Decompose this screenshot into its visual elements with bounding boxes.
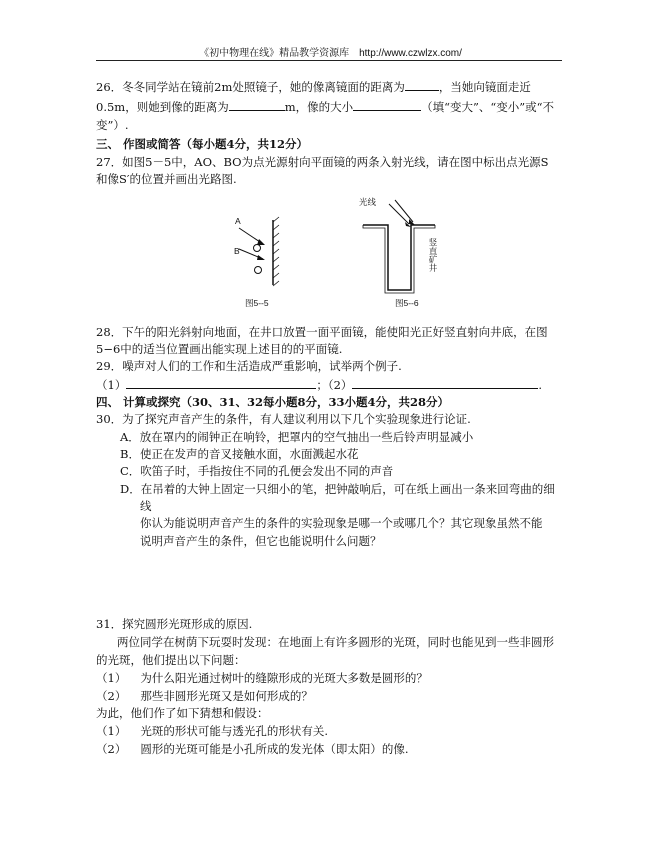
q26-text-a: 26．冬冬同学站在镜前2m处照镜子，她的像离镜面的距离为 (96, 80, 405, 94)
q30-option-a: A．放在罩内的闹钟正在响铃，把罩内的空气抽出一些后铃声明显减小 (120, 430, 474, 444)
q31-question-2-text: 那些非圆形光斑又是如何形成的？ (140, 689, 313, 703)
q29-sep: ；（2） (316, 378, 353, 392)
fig56-light-label: 光线 (359, 197, 377, 207)
q28-line2: 5−6中的适当位置画出能实现上述目的的平面镜. (96, 342, 343, 356)
q26-blank-3[interactable] (353, 99, 421, 111)
header-rule (96, 60, 562, 61)
q31-question-1-text: 为什么阳光通过树叶的缝隙形成的光斑大多数是圆形的？ (140, 671, 428, 685)
q26-text-e: （填“变大”、“变小”或“不 (421, 100, 555, 114)
q31-hypothesis-2-text: 圆形的光斑可能是小孔所成的发光体（即太阳）的像. (140, 742, 409, 756)
q27-line1: 27．如图5－5中，AO、BO为点光源射向平面镜的两条入射光线，请在图中标出点光源S (96, 155, 549, 169)
q31-hypothesis-2-num: （2） (96, 742, 127, 756)
q31-question-2 (96, 689, 313, 704)
fig56-caption: 图5--6 (395, 298, 419, 308)
q26-text-b: ，当她向镜面走近 (438, 80, 531, 94)
q29-blank-2[interactable] (352, 377, 538, 389)
q26-line1 (96, 79, 531, 95)
q29-p1: （1） (96, 378, 127, 392)
fig55-label-b: B (234, 246, 240, 256)
q31-hypothesis-2 (96, 742, 408, 757)
fig55-label-a: A (235, 216, 241, 226)
q26-line3: 变”）. (96, 118, 129, 132)
q30-option-d-line2: 线 (140, 499, 152, 513)
page-header (0, 44, 661, 59)
figure-5-6 (355, 190, 455, 308)
q31-question-2-num: （2） (96, 689, 127, 703)
q27-line2: 和像S′的位置并画出光路图. (96, 172, 237, 186)
q30-line1: 30．为了探究声音产生的条件，有人建议利用以下几个实验现象进行论证. (96, 412, 471, 426)
q29-line2 (96, 377, 542, 393)
section-4-title: 四、 计算或探究（30、31、32每小题8分，33小题4分，共28分） (96, 395, 450, 409)
q31-line2: 两位同学在树荫下玩耍时发现：在地面上有许多圆形的光斑，同时也能见到一些非圆形 (117, 635, 554, 649)
q29-blank-1[interactable] (126, 377, 316, 389)
fig55-caption: 图5--5 (245, 298, 269, 308)
q30-question-line1: 你认为能说明声音产生的条件的实验现象是哪一个或哪几个？其它现象虽然不能 (140, 516, 543, 530)
q30-option-c: C．吹笛子时，手指按住不同的孔便会发出不同的声音 (120, 464, 394, 478)
q31-hypothesis-1 (96, 724, 328, 739)
q31-hypothesis-1-num: （1） (96, 724, 127, 738)
q31-question-1 (96, 671, 428, 686)
q31-line1: 31．探究圆形光斑形成的原因. (96, 617, 253, 631)
q30-option-b: B．使正在发声的音叉接触水面，水面溅起水花 (120, 447, 359, 461)
q28-line1: 28．下午的阳光斜射向地面，在井口放置一面平面镜，能使阳光正好竖直射向井底，在图 (96, 325, 548, 339)
q26-blank-1[interactable] (405, 79, 439, 91)
q31-line3: 的光斑，他们提出以下问题： (96, 653, 246, 667)
q26-text-d: m，像的大小 (284, 100, 354, 114)
q30-question-line2: 说明声音产生的条件，但它也能说明什么问题？ (140, 534, 382, 548)
q26-line2 (96, 99, 554, 115)
q30-option-d-line1: D．在吊着的大钟上固定一只细小的笔，把钟敲响后，可在纸上画出一条来回弯曲的细 (120, 482, 555, 496)
section-3-title: 三、 作图或简答（每小题4分，共12分） (96, 137, 309, 151)
q31-hypothesis-1-text: 光斑的形状可能与透光孔的形状有关. (140, 724, 328, 738)
q31-line4: 为此，他们作了如下猜想和假设： (96, 706, 269, 720)
fig56-shaft-label: 竖直矿井 (428, 238, 438, 272)
q29-end: . (538, 378, 543, 392)
q31-question-1-num: （1） (96, 671, 127, 685)
header-url[interactable]: http://www.czwlzx.com/ (359, 48, 462, 59)
header-title: 《初中物理在线》精品教学资源库 (199, 48, 350, 59)
q26-blank-2[interactable] (229, 99, 285, 111)
q26-text-c: 0.5m，则她到像的距离为 (96, 100, 229, 114)
q29-line1: 29．噪声对人们的工作和生活造成严重影响，试举两个例子. (96, 359, 402, 373)
figure-5-5 (225, 190, 295, 308)
